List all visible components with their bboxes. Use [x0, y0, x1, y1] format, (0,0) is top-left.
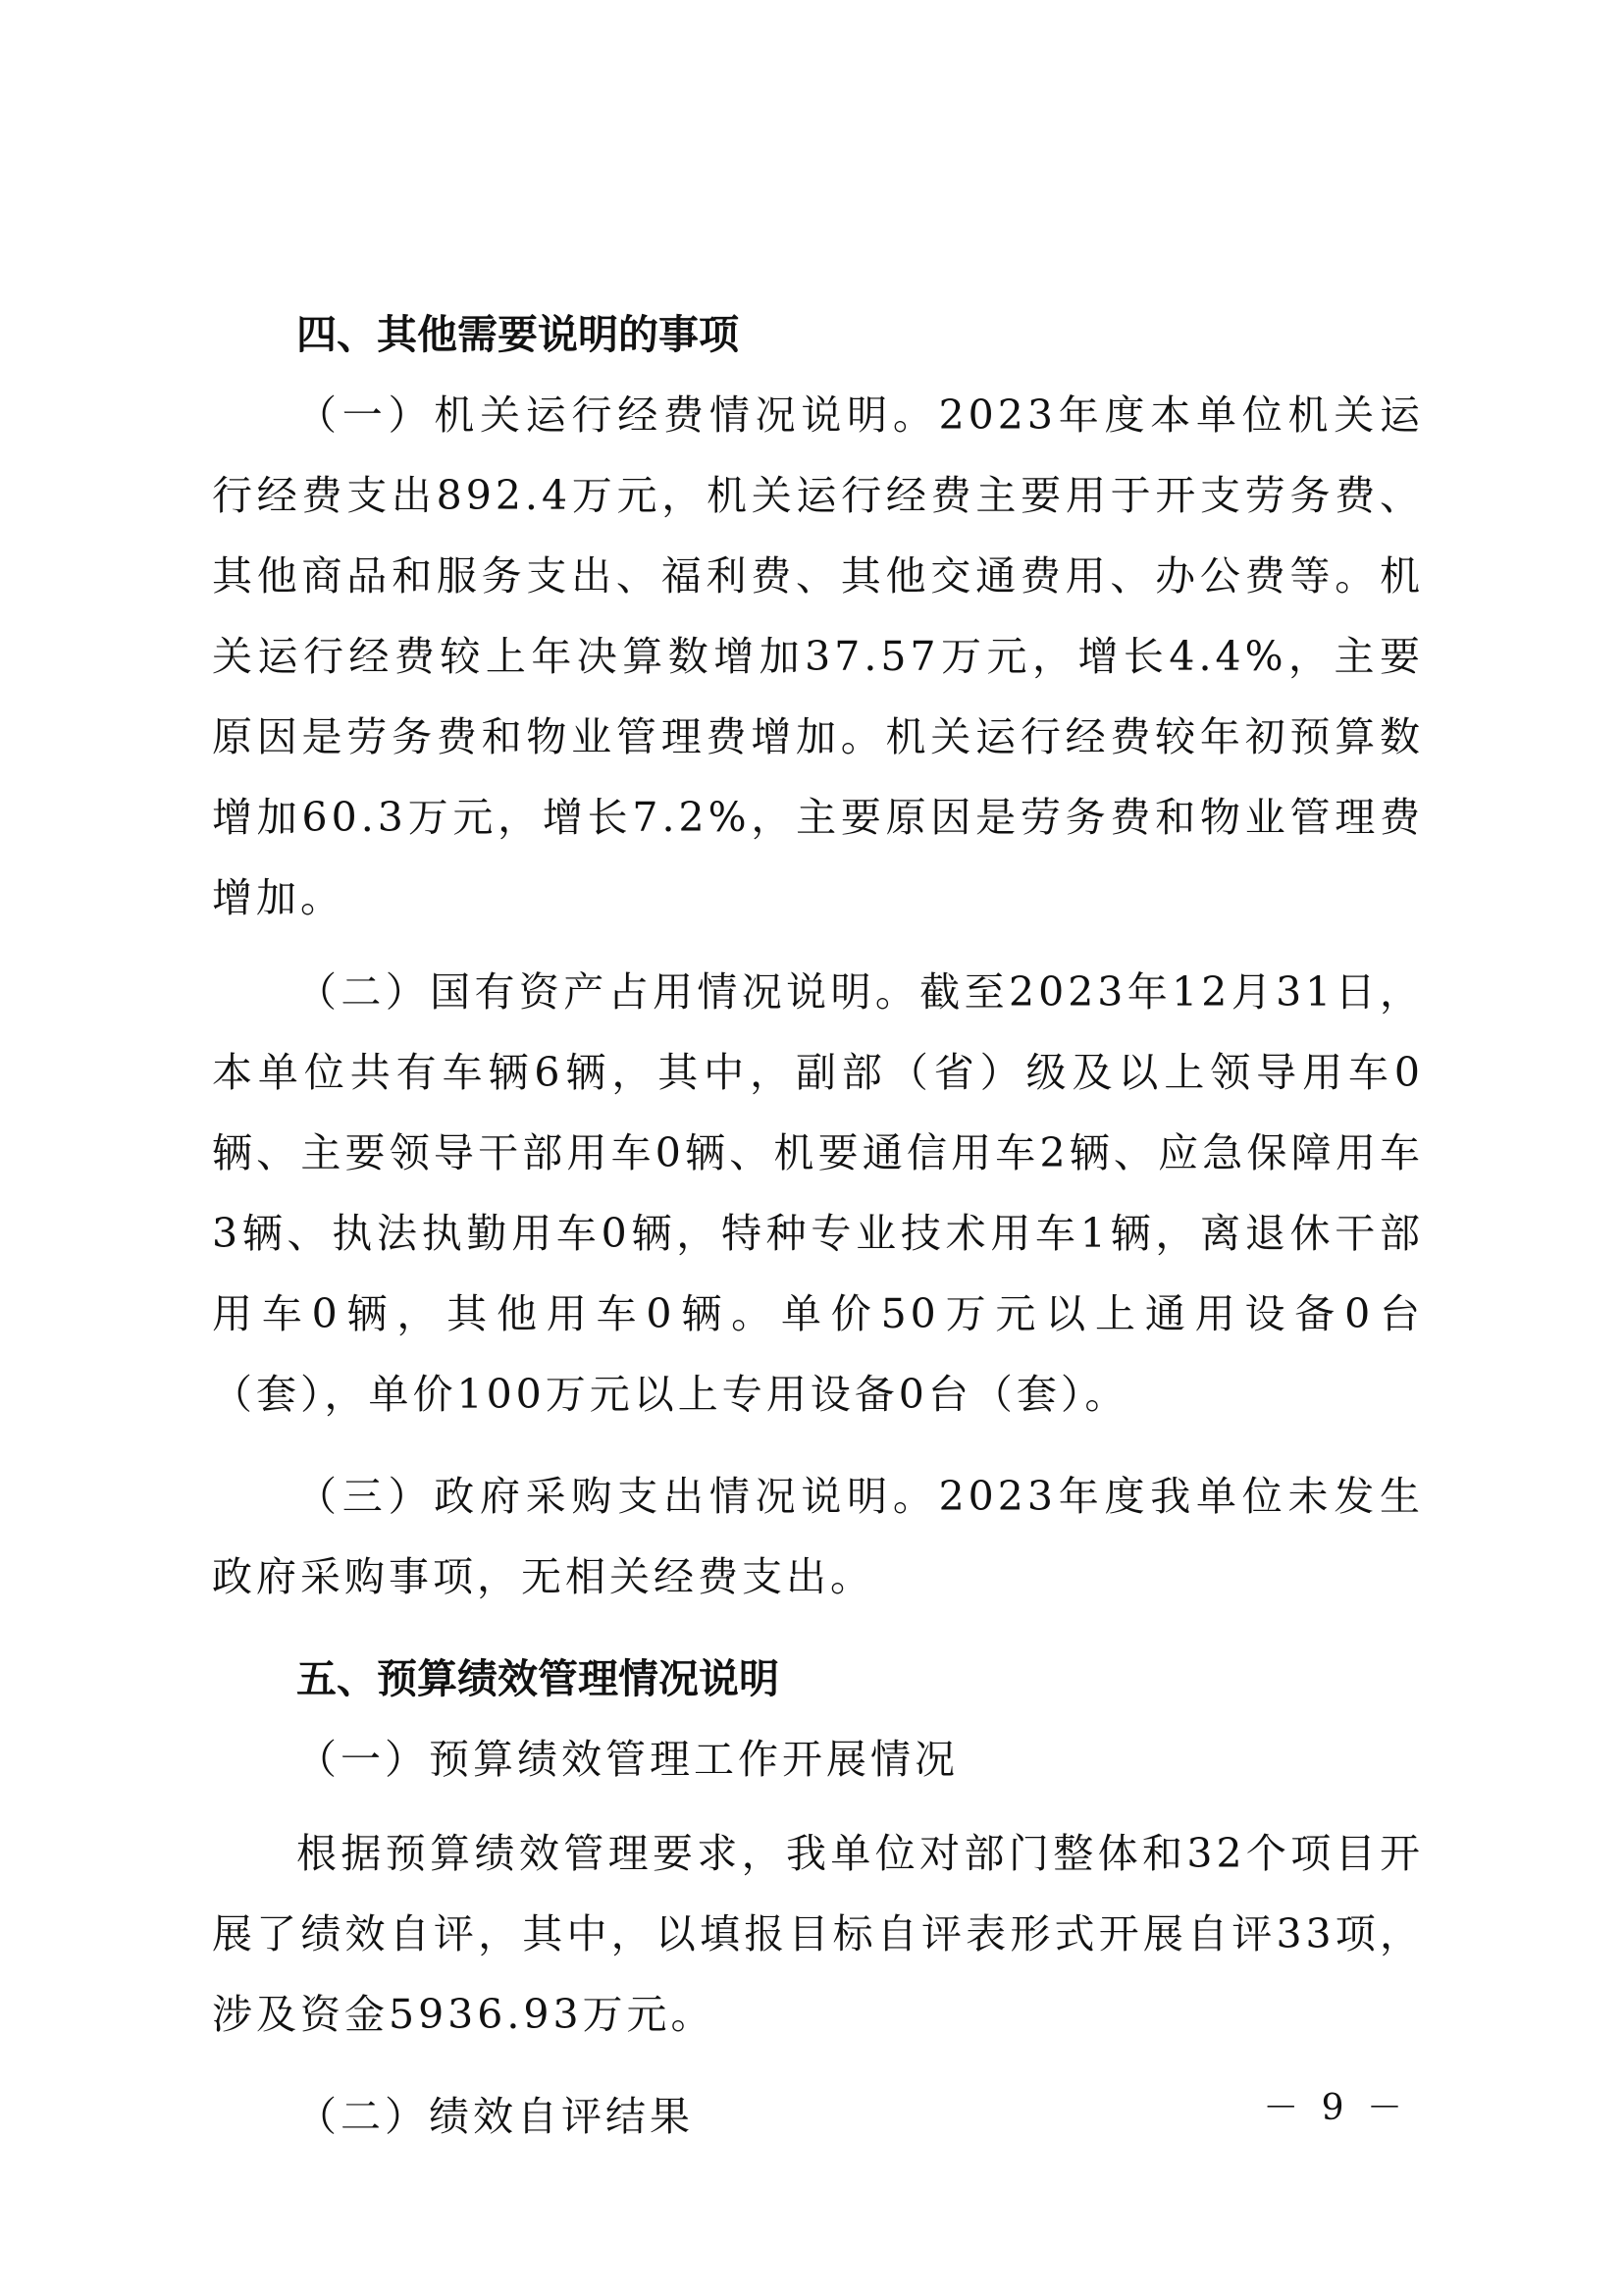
section-4-paragraph-1: （一）机关运行经费情况说明。2023年度本单位机关运行经费支出892.4万元，机关运行经费主要用于开支劳务费、其他商品和服务支出、福利费、其他交通费用、办公费等。机关运行经费较上年决算数增加37.57万元，增长4.4%，主要原因是劳务费和物业管理费增加。机关运行经费较年初预算数增加60.3万元，增长7.2%，主要原因是劳务费和物业管理费增加。 — [212, 391, 1424, 921]
section-5-subheading-1: （一）预算绩效管理工作开展情况 — [296, 1736, 959, 1783]
page-number: － 9 － — [1263, 2088, 1408, 2128]
section-4-paragraph-2: （二）国有资产占用情况说明。截至2023年12月31日，本单位共有车辆6辆，其中，副部（省）级及以上领导用车0辆、主要领导干部用车0辆、机要通信用车2辆、应急保障用车3辆、执法执勤用车0辆，特种专业技术用车1辆，离退休干部用车0辆，其他用车0辆。单价50万元以上通用设备0台（套），单价100万元以上专用设备0台（套）。 — [212, 968, 1424, 1418]
section-5-paragraph-1: 根据预算绩效管理要求，我单位对部门整体和32个项目开展了绩效自评，其中，以填报目标自评表形式开展自评33项，涉及资金5936.93万元。 — [212, 1830, 1424, 2038]
spacer — [212, 938, 1424, 952]
spacer — [212, 1799, 1424, 1813]
spacer — [212, 1617, 1424, 1639]
spacer — [212, 2055, 1424, 2076]
spacer — [212, 1434, 1424, 1456]
section-4-paragraph-3: （三）政府采购支出情况说明。2023年度我单位未发生政府采购事项，无相关经费支出。 — [212, 1473, 1424, 1600]
page-content — [212, 294, 1424, 2157]
section-5-subheading-2: （二）绩效自评结果 — [296, 2093, 694, 2140]
section-5-heading: 五、预算绩效管理情况说明 — [296, 1655, 779, 1702]
section-4-heading: 四、其他需要说明的事项 — [296, 311, 739, 358]
